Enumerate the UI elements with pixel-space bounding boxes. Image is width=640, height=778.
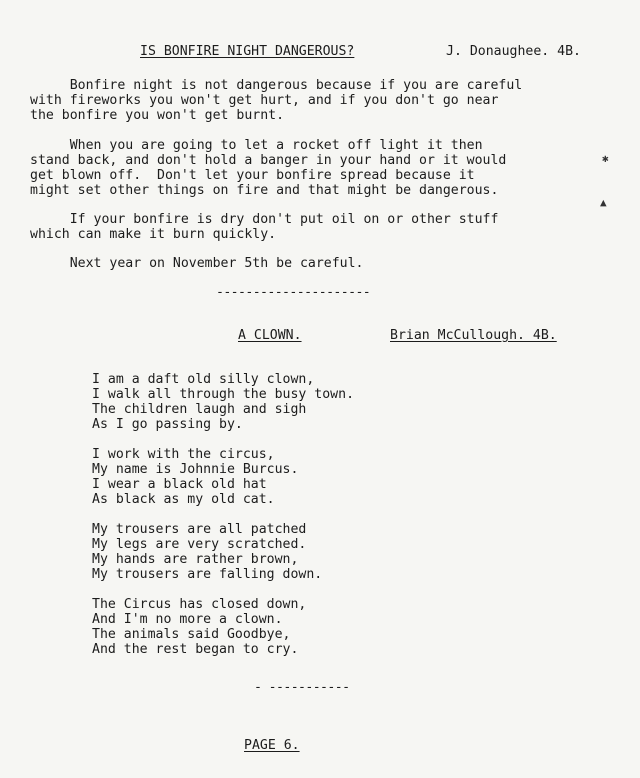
article-paragraph-4: Next year on November 5th be careful. [30,256,364,271]
section-separator: --------------------- [216,285,371,300]
poem-separator: - ----------- [254,680,350,695]
poem-stanza: I work with the circus, My name is Johnnie Burcus. I wear a black old hat As black as my old cat. [92,447,299,507]
article-paragraph-1: Bonfire night is not dangerous because if you are careful with fireworks you won't get hurt, and if you don't go near the bonfire you won't get burnt. [30,78,523,123]
article-title: IS BONFIRE NIGHT DANGEROUS? [140,44,355,59]
article-author: J. Donaughee. 4B. [446,44,581,59]
article-paragraph-3: If your bonfire is dry don't put oil on or other stuff which can make it burn quickly. [30,212,499,242]
article-paragraph-2: When you are going to let a rocket off light it then stand back, and don't hold a banger in your hand or it would get blown off. Don't let your bonfire spread because it might set other things on fire and that might be dangerous. [30,138,507,198]
poem-author: Brian McCullough. 4B. [390,328,557,343]
poem-stanza: I am a daft old silly clown, I walk all through the busy town. The children laugh and sigh As I go passing by. [92,372,355,432]
margin-mark-triangle: ▲ [600,196,607,209]
page-number: PAGE 6. [244,738,300,753]
poem-stanza: The Circus has closed down, And I'm no more a clown. The animals said Goodbye, And the rest began to cry. [92,597,307,657]
poem-title: A CLOWN. [238,328,302,343]
margin-mark-star: ✱ [602,152,609,165]
poem-stanza: My trousers are all patched My legs are very scratched. My hands are rather brown, My trousers are falling down. [92,522,323,582]
poem-body [92,372,354,672]
